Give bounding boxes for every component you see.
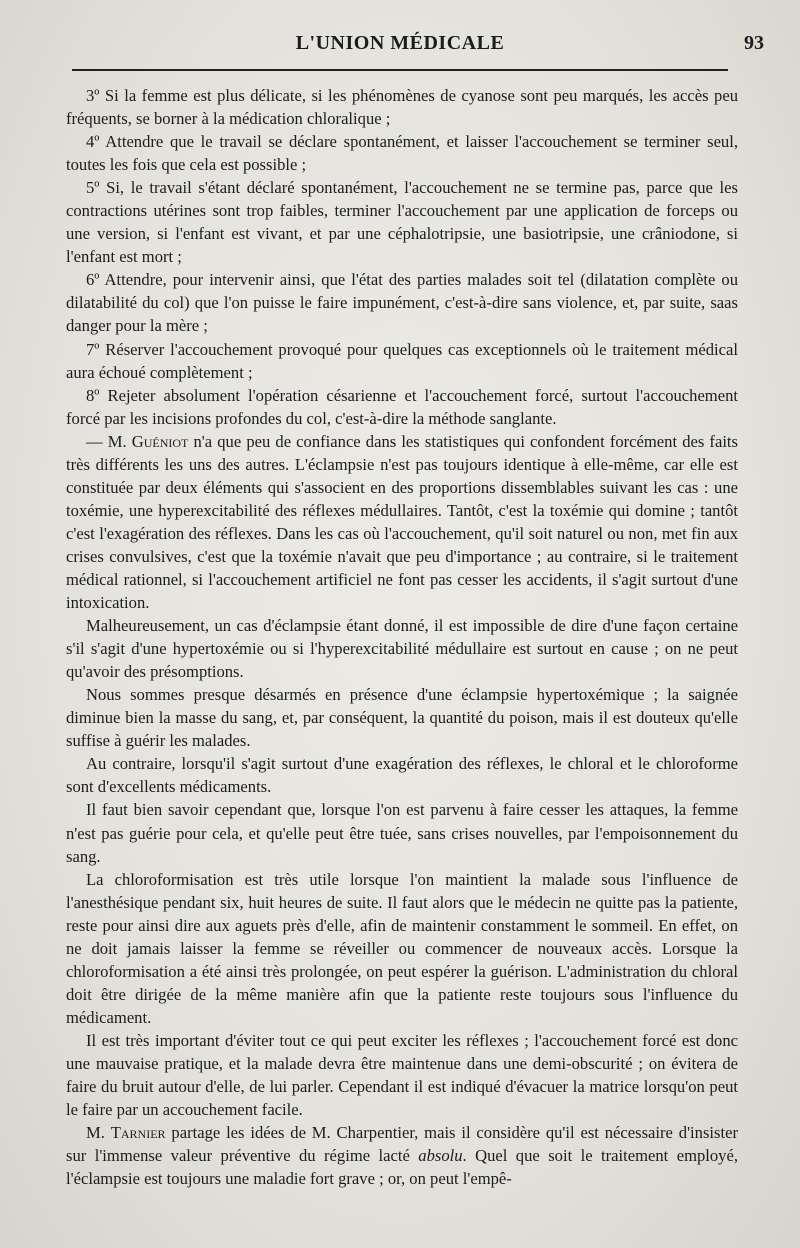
paragraph	[66, 868, 738, 1029]
paragraph-text: 4º Attendre que le travail se déclare spontanément, et laisser l'accouchement se terminer seul, toutes les fois que cela est possible ;	[66, 132, 738, 175]
paragraph	[66, 614, 738, 683]
paragraph-gueniot	[66, 430, 738, 614]
page-header	[0, 28, 800, 62]
paragraph-lead: M.	[86, 1123, 111, 1143]
author-name-gueniot: Guéniot	[131, 431, 189, 451]
emphasis-absolu: absolu	[418, 1146, 463, 1166]
paragraph	[66, 798, 738, 867]
paragraph-item-8	[66, 384, 738, 430]
paragraph-item-4	[66, 130, 738, 176]
paragraph-text: Nous sommes presque désarmés en présence d'une éclampsie hypertoxémique ; la saignée diminue bien la masse du sang, et, par conséquent, la quantité du poison, mais il est douteux qu'elle suffise à guérir les malades.	[66, 685, 738, 751]
paragraph-text: partage les idées de M. Charpentier, mais il considère qu'il est nécessaire d'insister sur l'immense valeur préventive du régime lacté	[66, 1123, 738, 1166]
paragraph-item-6	[66, 268, 738, 337]
paragraph-item-7	[66, 338, 738, 384]
paragraph-tarnier	[66, 1121, 738, 1190]
paragraph	[66, 752, 738, 798]
paragraph-text: 3º Si la femme est plus délicate, si les phénomènes de cyanose sont peu marqués, les accès peu fréquents, se borner à la médication chloralique ;	[66, 86, 738, 129]
page-number: 93	[744, 32, 764, 54]
running-title: L'UNION MÉDICALE	[295, 32, 505, 54]
paragraph-text: 7º Réserver l'accouchement provoqué pour quelques cas exceptionnels où le traitement médical aura échoué complètement ;	[66, 339, 738, 382]
paragraph	[66, 1029, 738, 1121]
paragraph-item-5	[66, 176, 738, 268]
paragraph-text: Au contraire, lorsqu'il s'agit surtout d'une exagération des réflexes, le chloral et le chloroforme sont d'excellents médicaments.	[66, 754, 738, 797]
paragraph-text: n'a que peu de confiance dans les statistiques qui confondent forcément des faits très différents les uns des autres. L'éclampsie n'est pas toujours identique à elle-même, car elle est constituée par deux éléments qui s'associent en des proportions dissemblables suivant les cas : une toxémie, une hyperexcitabilité des réflexes médullaires. Tantôt, c'est la toxémie qui domine ; tantôt c'est l'exagération des réflexes. Dans les cas où l'accouchement, qu'il soit naturel ou non, met fin aux crises convulsives, c'est que la toxémie n'avait que peu d'importance ; au contraire, si le traitement médical rationnel, si l'accouchement artificiel ne font pas cesser les accidents, il s'agit surtout d'une intoxication.	[66, 431, 738, 613]
author-name-tarnier: Tarnier	[110, 1123, 166, 1143]
paragraph-tail: . Quel que soit le traitement employé, l'éclampsie est toujours une maladie fort grave ; or, on peut l'empê-	[66, 1146, 738, 1189]
paragraph-text: Il est très important d'éviter tout ce qui peut exciter les réflexes ; l'accouchement forcé est donc une mauvaise pratique, et la malade devra être maintenue dans une demi-obscurité ; on évitera de faire du bruit autour d'elle, de lui parler. Cependant il est indiqué d'évacuer la matrice lorsqu'on peut le faire par un accouchement facile.	[66, 1030, 738, 1120]
paragraph-text: Il faut bien savoir cependant que, lorsque l'on est parvenu à faire cesser les attaques, la femme n'est pas guérie pour cela, et qu'elle peut être tuée, sans crises nouvelles, par l'empoisonnement du sang.	[66, 800, 738, 866]
paragraph-text: Malheureusement, un cas d'éclampsie étant donné, il est impossible de dire d'une façon certaine s'il s'agit d'une hypertoxémie ou si l'hyperexcitabilité médullaire est surtout en cause ; on ne peut qu'avoir des présomptions.	[66, 616, 738, 682]
header-rule	[72, 69, 728, 71]
paragraph-text: La chloroformisation est très utile lorsque l'on maintient la malade sous l'influence de l'anesthésique pendant six, huit heures de suite. Il faut alors que le médecin ne quitte pas la patiente, reste pour ainsi dire aux aguets près d'elle, afin de maintenir constamment le sommeil. En effet, on ne doit jamais laisser la femme se réveiller ou commencer de nouveaux accès. Lorsque la chloroformisation a été ainsi très prolongée, on peut espérer la guérison. L'administration du chloral doit être dirigée de la même manière afin que la patiente reste toujours sous l'influence du médicament.	[66, 869, 738, 1027]
paragraph	[66, 683, 738, 752]
paragraph-text: 6º Attendre, pour intervenir ainsi, que l'état des parties malades soit tel (dilatation complète ou dilatabilité du col) que l'on puisse le faire impunément, c'est-à-dire sans violence, et, par suite, saas danger pour la mère ;	[66, 270, 738, 336]
paragraph-lead: — M.	[86, 431, 132, 451]
paragraph-item-3	[66, 84, 738, 130]
paragraph-text: 8º Rejeter absolument l'opération césarienne et l'accouchement forcé, surtout l'accouchement forcé par les incisions profondes du col, c'est-à-dire la méthode sanglante.	[66, 385, 738, 428]
paragraph-text: 5º Si, le travail s'étant déclaré spontanément, l'accouchement ne se termine pas, parce que les contractions utérines sont trop faibles, terminer l'accouchement par une application de forceps ou une version, si l'enfant est vivant, et par une céphalotripsie, une basiotripsie, une crâniodone, si l'enfant est mort ;	[66, 178, 738, 267]
body-text	[66, 84, 738, 1190]
